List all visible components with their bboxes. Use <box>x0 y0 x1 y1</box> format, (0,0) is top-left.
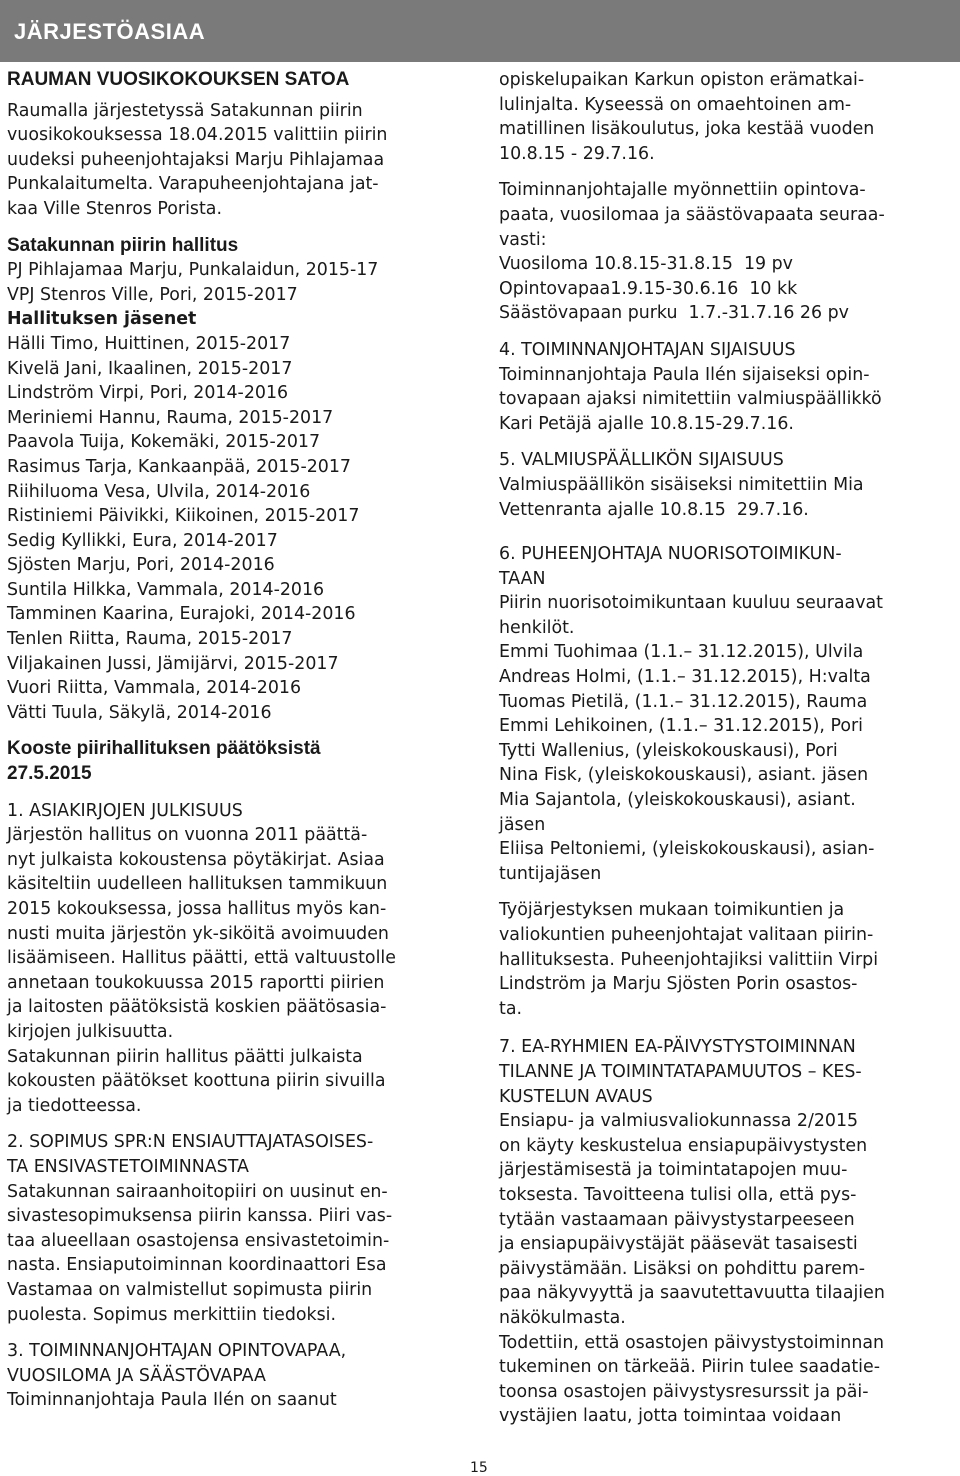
text-line: paa näkyvyyttä ja saavutettavuutta tilaajien <box>499 1283 885 1304</box>
text-line: VPJ Stenros Ville, Pori, 2015-2017 <box>7 284 298 305</box>
text-line: valiokuntien puheenjohtajat valitaan piirin- <box>499 925 874 945</box>
text-line: Piirin nuorisotoimikuntaan kuuluu seuraavat <box>499 593 883 614</box>
page-number: 15 <box>470 1460 488 1476</box>
section-3-text <box>7 1388 453 1413</box>
text-line: Tamminen Kaarina, Eurajoki, 2014-2016 <box>7 604 356 625</box>
text-line: lulinjalta. Kyseessä on omaehtoinen am- <box>499 94 852 115</box>
text-line: Sjösten Marju, Pori, 2014-2016 <box>7 555 275 576</box>
text-line: vasti: <box>499 229 547 250</box>
board-heading: Satakunnan piirin hallitus <box>7 234 239 256</box>
text-line: Satakunnan piirin hallitus päätti julkaista <box>7 1046 363 1067</box>
text-line: Todettiin, että osastojen päivystystoiminnan <box>499 1332 885 1353</box>
text-line: jäsen <box>499 814 546 835</box>
section-3-continued <box>499 68 953 166</box>
right-column <box>499 68 953 1429</box>
section-5-text <box>499 473 953 522</box>
text-line: PJ Pihlajamaa Marju, Punkalaidun, 2015-17 <box>7 260 379 281</box>
text-line: Emmi Tuohimaa (1.1.– 31.12.2015), Ulvila <box>499 642 864 663</box>
text-line: Tenlen Riitta, Rauma, 2015-2017 <box>7 629 293 650</box>
text-line: Andreas Holmi, (1.1.– 31.12.2015), H:valta <box>499 667 871 688</box>
text-line: Tuomas Pietilä, (1.1.– 31.12.2015), Rauma <box>499 691 868 712</box>
text-line: toksesta. Tavoitteena tulisi olla, että pys- <box>499 1184 857 1205</box>
text-line: 10.8.15 - 29.7.16. <box>499 143 655 164</box>
text-line: hallituksesta. Puheenjohtajiksi valittiin Virpi <box>499 949 879 970</box>
text-line: annetaan toukokuussa 2015 raportti piirien <box>7 972 385 993</box>
text-line: Vettenranta ajalle 10.8.15 29.7.16. <box>499 499 809 520</box>
text-line: Opintovapaa1.9.15-30.6.16 10 kk <box>499 278 798 299</box>
text-line: Toiminnanjohtaja Paula Ilén sijaiseksi opin- <box>499 364 870 385</box>
intro-paragraph <box>7 99 453 222</box>
text-line: Toiminnanjohtaja Paula Ilén on saanut <box>7 1390 337 1411</box>
text-line: kokousten päätökset koottuna piirin sivuilla <box>7 1071 386 1092</box>
text-line: KUSTELUN AVAUS <box>499 1086 653 1107</box>
text-line: vystäjien laatu, jotta toimintaa voidaan <box>499 1406 842 1427</box>
section-6-text <box>499 898 953 1021</box>
section-7-heading <box>499 1035 953 1109</box>
text-line: vuosikokouksessa 18.04.2015 valittiin piirin <box>7 125 388 146</box>
text-line: Vuosiloma 10.8.15-31.8.15 19 pv <box>499 254 793 275</box>
text-line: ja laitosten päätöksistä koskien päätösasia- <box>7 997 387 1018</box>
text-line: 2. SOPIMUS SPR:N ENSIAUTTAJATASOISES- <box>7 1132 374 1153</box>
text-line: tukeminen on tärkeää. Piirin tulee saadatie- <box>499 1357 880 1378</box>
text-line: tytään vastaamaan päivystystarpeeseen <box>499 1209 855 1230</box>
text-line: järjestämisestä ja toimintatapojen muu- <box>499 1160 848 1181</box>
text-line: Kari Petäjä ajalle 10.8.15-29.7.16. <box>499 413 794 434</box>
text-line: Säästövapaan purku 1.7.-31.7.16 26 pv <box>499 303 849 324</box>
text-line: 2015 kokouksessa, jossa hallitus myös kan- <box>7 899 387 919</box>
text-line: Vastamaa on valmistellut sopimusta piirin <box>7 1279 373 1300</box>
text-line: lisäämiseen. Hallitus päätti, että valtuustolle <box>7 948 396 969</box>
text-line: nyt julkaista kokoustensa pöytäkirjat. Asiaa <box>7 849 385 870</box>
text-line: 7. EA-RYHMIEN EA-PÄIVYSTYSTOIMINNAN <box>499 1037 856 1058</box>
section-2-text <box>7 1180 453 1328</box>
text-line: 3. TOIMINNANJOHTAJAN OPINTOVAPAA, <box>7 1341 347 1362</box>
text-line: Järjestön hallitus on vuonna 2011 päättä- <box>7 825 368 846</box>
text-line: on käyty keskustelua ensiapupäivystysten <box>499 1135 868 1156</box>
text-line: Vätti Tuula, Säkylä, 2014-2016 <box>7 702 272 723</box>
text-line: nusti muita järjestön yk-siköitä avoimuuden <box>7 923 389 944</box>
text-line: kirjojen julkisuutta. <box>7 1021 174 1042</box>
text-line: Emmi Lehikoinen, (1.1.– 31.12.2015), Pori <box>499 716 863 737</box>
text-line: Satakunnan sairaanhoitopiiri on uusinut en- <box>7 1181 388 1202</box>
section-4-heading: 4. TOIMINNANJOHTAJAN SIJAISUUS <box>499 339 796 360</box>
text-line: Ensiapu- ja valmiusvaliokunnassa 2/2015 <box>499 1111 859 1132</box>
text-line: Suntila Hilkka, Vammala, 2014-2016 <box>7 579 325 600</box>
text-line: ja tiedotteessa. <box>7 1095 142 1116</box>
text-line: tuntijajäsen <box>499 863 602 884</box>
section-7-text <box>499 1109 953 1429</box>
section-2-heading <box>7 1130 453 1179</box>
section-3-heading <box>7 1339 453 1388</box>
text-line: Työjärjestyksen mukaan toimikuntien ja <box>499 900 845 921</box>
text-line: Kivelä Jani, Ikaalinen, 2015-2017 <box>7 358 293 379</box>
text-line: Riihiluoma Vesa, Ulvila, 2014-2016 <box>7 481 311 502</box>
text-line: ta. <box>499 998 523 1019</box>
decisions-heading <box>7 737 453 786</box>
text-line: Paavola Tuija, Kokemäki, 2015-2017 <box>7 432 321 453</box>
text-line: tovapaan ajaksi nimitettiin valmiuspäällikkö <box>499 389 882 410</box>
section-1-heading: 1. ASIAKIRJOJEN JULKISUUS <box>7 800 243 821</box>
text-line: Meriniemi Hannu, Rauma, 2015-2017 <box>7 407 334 428</box>
members-list <box>7 332 453 726</box>
section-6-heading <box>499 542 953 591</box>
text-line: 27.5.2015 <box>7 763 92 785</box>
text-line: nasta. Ensiaputoiminnan koordinaattori Esa <box>7 1255 387 1276</box>
text-line: Valmiuspäällikön sisäiseksi nimitettiin Mia <box>499 474 864 495</box>
text-line: Mia Sajantola, (yleiskokouskausi), asiant. <box>499 790 856 811</box>
text-line: Hälli Timo, Huittinen, 2015-2017 <box>7 333 291 354</box>
section-header-bar <box>0 0 960 62</box>
text-line: Sedig Kyllikki, Eura, 2014-2017 <box>7 530 278 551</box>
members-heading: Hallituksen jäsenet <box>7 309 197 330</box>
text-line: Viljakainen Jussi, Jämijärvi, 2015-2017 <box>7 653 339 674</box>
board-officers <box>7 258 453 307</box>
text-line: paata, vuosilomaa ja säästövapaata seuraa- <box>499 204 885 225</box>
text-line: taa alueellaan osastojensa ensivastetoimin- <box>7 1230 390 1251</box>
text-line: opiskelupaikan Karkun opiston erämatkai- <box>499 70 865 90</box>
text-line: Vuori Riitta, Vammala, 2014-2016 <box>7 678 302 699</box>
section-title: JÄRJESTÖASIAA <box>14 19 206 44</box>
text-line: ja ensiapupäivystäjät pääsevät tasaisesti <box>499 1234 858 1255</box>
text-line: uudeksi puheenjohtajaksi Marju Pihlajamaa <box>7 149 385 170</box>
text-line: kaa Ville Stenros Porista. <box>7 198 222 219</box>
text-line: VUOSILOMA JA SÄÄSTÖVAPAA <box>7 1365 266 1386</box>
text-line: henkilöt. <box>499 617 575 638</box>
text-line: Rasimus Tarja, Kankaanpää, 2015-2017 <box>7 456 351 477</box>
text-line: toonsa osastojen päivystysresurssit ja päi- <box>499 1381 869 1402</box>
text-line: Lindström Virpi, Pori, 2014-2016 <box>7 383 289 404</box>
text-line: Nina Fisk, (yleiskokouskausi), asiant. jäsen <box>499 765 869 786</box>
section-6-members <box>499 591 953 886</box>
text-line: matillinen lisäkoulutus, joka kestää vuoden <box>499 119 875 140</box>
text-line: Kooste piirihallituksen päätöksistä <box>7 738 321 760</box>
section-4-text <box>499 363 953 437</box>
text-line: TA ENSIVASTETOIMINNASTA <box>7 1156 249 1177</box>
text-line: Raumalla järjestetyssä Satakunnan piirin <box>7 100 363 121</box>
section-5-heading: 5. VALMIUSPÄÄLLIKÖN SIJAISUUS <box>499 450 784 471</box>
text-line: TAAN <box>499 568 546 589</box>
text-line: TILANNE JA TOIMINTATAPAMUUTOS – KES- <box>499 1061 862 1082</box>
text-line: Tytti Wallenius, (yleiskokouskausi), Pori <box>499 740 838 761</box>
section-1-text <box>7 823 453 1118</box>
text-line: päivystämään. Lisäksi on pohdittu parem- <box>499 1258 866 1279</box>
section-3-leave-details <box>499 178 953 326</box>
text-line: sivastesopimuksensa piirin kanssa. Piiri vas- <box>7 1206 393 1227</box>
text-line: Eliisa Peltoniemi, (yleiskokouskausi), asian- <box>499 839 875 860</box>
text-line: 6. PUHEENJOHTAJA NUORISOTOIMIKUN- <box>499 544 842 565</box>
text-line: Toiminnanjohtajalle myönnettiin opintova- <box>499 180 866 201</box>
left-column <box>7 68 453 1413</box>
text-line: käsiteltiin uudelleen hallituksen tammikuun <box>7 874 388 895</box>
text-line: Ristiniemi Päivikki, Kiikoinen, 2015-2017 <box>7 506 360 527</box>
text-line: Punkalaitumelta. Varapuheenjohtajana jat- <box>7 174 379 195</box>
text-line: Lindström ja Marju Sjösten Porin osastos- <box>499 974 858 995</box>
text-line: puolesta. Sopimus merkittiin tiedoksi. <box>7 1304 336 1325</box>
text-line: näkökulmasta. <box>499 1307 626 1328</box>
article-heading: RAUMAN VUOSIKOKOUKSEN SATOA <box>7 69 350 90</box>
